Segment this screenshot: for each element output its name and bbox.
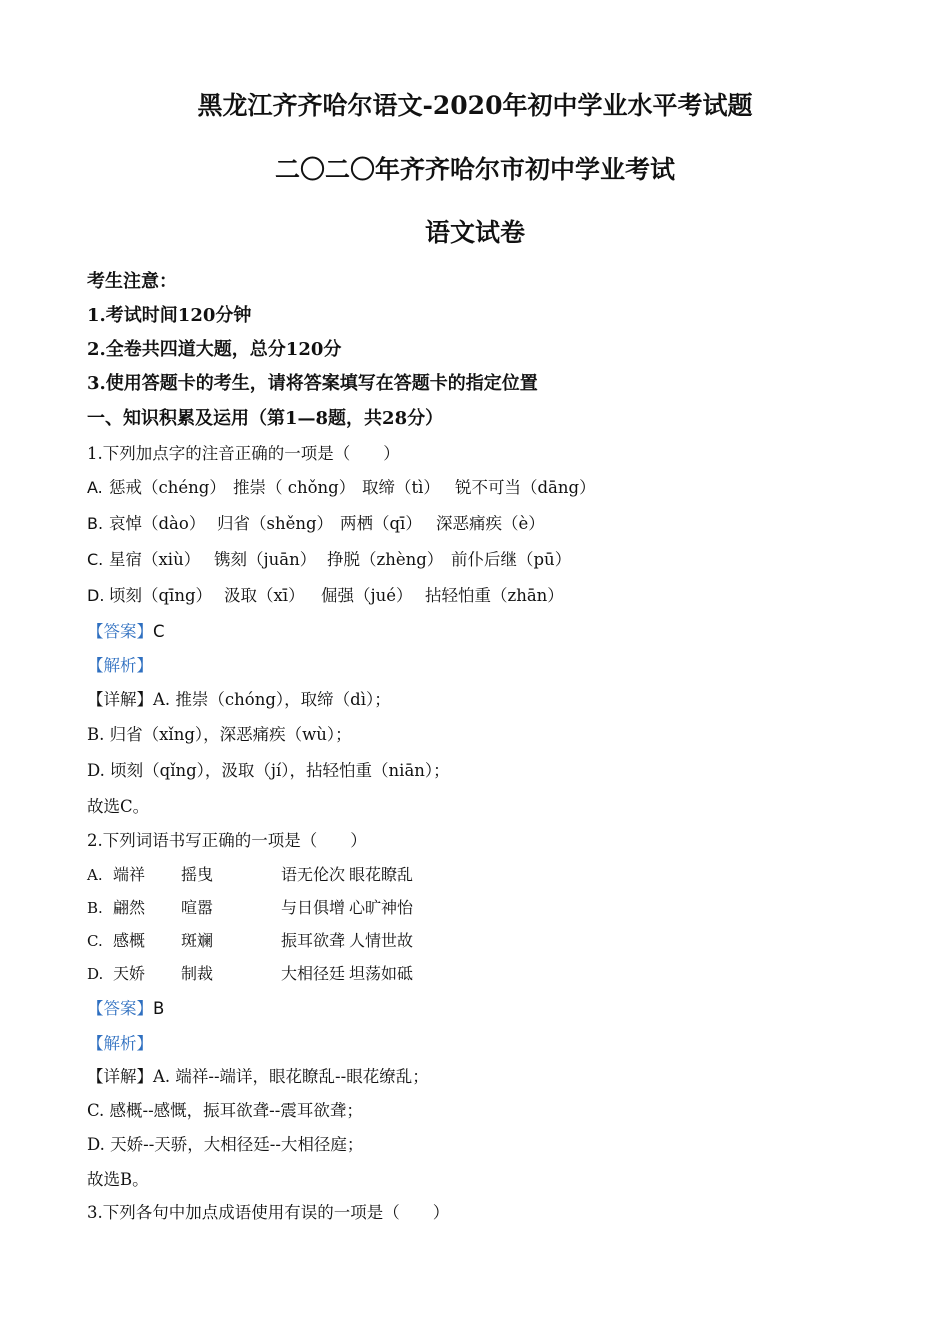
option-item: 与日俱增: [281, 898, 346, 917]
option-item: 斑斓: [181, 931, 214, 950]
notice-item: 2.全卷共四道大题，总分120分: [87, 339, 342, 360]
question-2-stem: 2.下列词语书写正确的一项是（ ）: [87, 831, 367, 850]
q2-conclusion: 故选B。: [87, 1170, 149, 1189]
notice-item: 3.使用答题卡的考生，请将答案填写在答题卡的指定位置: [87, 373, 538, 394]
q2-option-c: [87, 928, 417, 951]
option-label: B.: [87, 514, 104, 533]
option-item: 喧嚣: [181, 898, 214, 917]
option-label: A.: [87, 866, 103, 884]
q1-option-b: [87, 510, 545, 534]
option-item: 深恶痛疾（è）: [436, 514, 545, 533]
q2-detail-line: D. 天娇--天骄，大相径廷--大相径庭；: [87, 1135, 364, 1154]
q2-analysis-tag: 【解析】: [87, 1034, 153, 1053]
option-item: 语无伦次: [281, 865, 346, 884]
option-item: 翩然: [113, 898, 146, 917]
option-item: 星宿（xiù）: [109, 550, 201, 569]
exam-title: 二〇二〇年齐齐哈尔市初中学业考试: [274, 155, 675, 184]
q1-option-a: [87, 474, 596, 498]
notice-item: 1.考试时间120分钟: [87, 305, 252, 326]
option-item: 推崇（ chǒng）: [233, 478, 356, 497]
answer-tag: 【答案】: [87, 622, 153, 641]
q1-option-c: [87, 546, 571, 570]
q1-detail-line: D. 顷刻（qǐng），汲取（jí），拈轻怕重（niān）；: [87, 761, 450, 780]
option-item: 倔强（jué）: [321, 586, 413, 605]
option-label: C.: [87, 932, 103, 950]
q2-option-a: [87, 862, 417, 885]
option-label: C.: [87, 550, 104, 569]
q2-option-d: [87, 961, 417, 984]
q2-detail-line: 【详解】A. 端祥--端详，眼花瞭乱--眼花缭乱；: [87, 1067, 429, 1086]
option-item: 端祥: [113, 865, 146, 884]
option-item: 摇曳: [181, 865, 214, 884]
option-item: 拈轻怕重（zhān）: [425, 586, 564, 605]
option-item: 锐不可当（dāng）: [455, 478, 596, 497]
option-item: 心旷神怡: [349, 898, 414, 917]
option-item: 惩戒（chéng）: [109, 478, 226, 497]
option-item: 前仆后继（pū）: [451, 550, 572, 569]
q1-answer: [87, 618, 165, 642]
document-title: 黑龙江齐齐哈尔语文-2020年初中学业水平考试题: [197, 91, 753, 120]
option-label: B.: [87, 899, 103, 917]
q2-answer: [87, 995, 164, 1019]
notice-heading: 考生注意：: [87, 271, 177, 292]
q1-analysis-tag: 【解析】: [87, 656, 153, 675]
answer-tag: 【答案】: [87, 999, 153, 1018]
q1-conclusion: 故选C。: [87, 797, 150, 816]
option-item: 顷刻（qīng）: [109, 586, 213, 605]
option-item: 大相径廷: [281, 964, 346, 983]
option-item: 镌刻（juān）: [214, 550, 317, 569]
q2-detail-line: C. 感概--感慨，振耳欲聋--震耳欲聋；: [87, 1101, 363, 1120]
option-item: 人情世故: [349, 931, 414, 950]
paper-title: 语文试卷: [424, 218, 525, 247]
option-item: 取缔（tì）: [362, 478, 440, 497]
option-item: 坦荡如砥: [349, 964, 414, 983]
question-3-stem: 3.下列各句中加点成语使用有误的一项是（ ）: [87, 1203, 450, 1222]
option-label: D.: [87, 965, 104, 983]
option-item: 眼花瞭乱: [349, 865, 414, 884]
q1-option-d: [87, 582, 564, 606]
answer-value: C: [153, 622, 165, 641]
option-label: D.: [87, 586, 105, 605]
option-item: 制裁: [181, 964, 214, 983]
q2-option-b: [87, 895, 417, 918]
q1-detail-line: 【详解】A. 推崇（chóng），取缔（dì）；: [87, 690, 391, 709]
option-item: 感概: [113, 931, 146, 950]
option-item: 振耳欲聋: [281, 931, 346, 950]
option-item: 归省（shěng）: [217, 514, 334, 533]
option-item: 天娇: [113, 964, 146, 983]
q1-detail-line: B. 归省（xǐng），深恶痛疾（wù）；: [87, 725, 352, 744]
question-1-stem: 1.下列加点字的注音正确的一项是（ ）: [87, 444, 400, 463]
option-item: 哀悼（dào）: [109, 514, 206, 533]
section-heading: 一、知识积累及运用（第1—8题，共28分）: [87, 408, 444, 429]
option-item: 汲取（xī）: [224, 586, 305, 605]
answer-value: B: [153, 999, 165, 1018]
option-label: A.: [87, 478, 103, 497]
option-item: 两栖（qī）: [340, 514, 422, 533]
option-item: 挣脱（zhèng）: [327, 550, 444, 569]
